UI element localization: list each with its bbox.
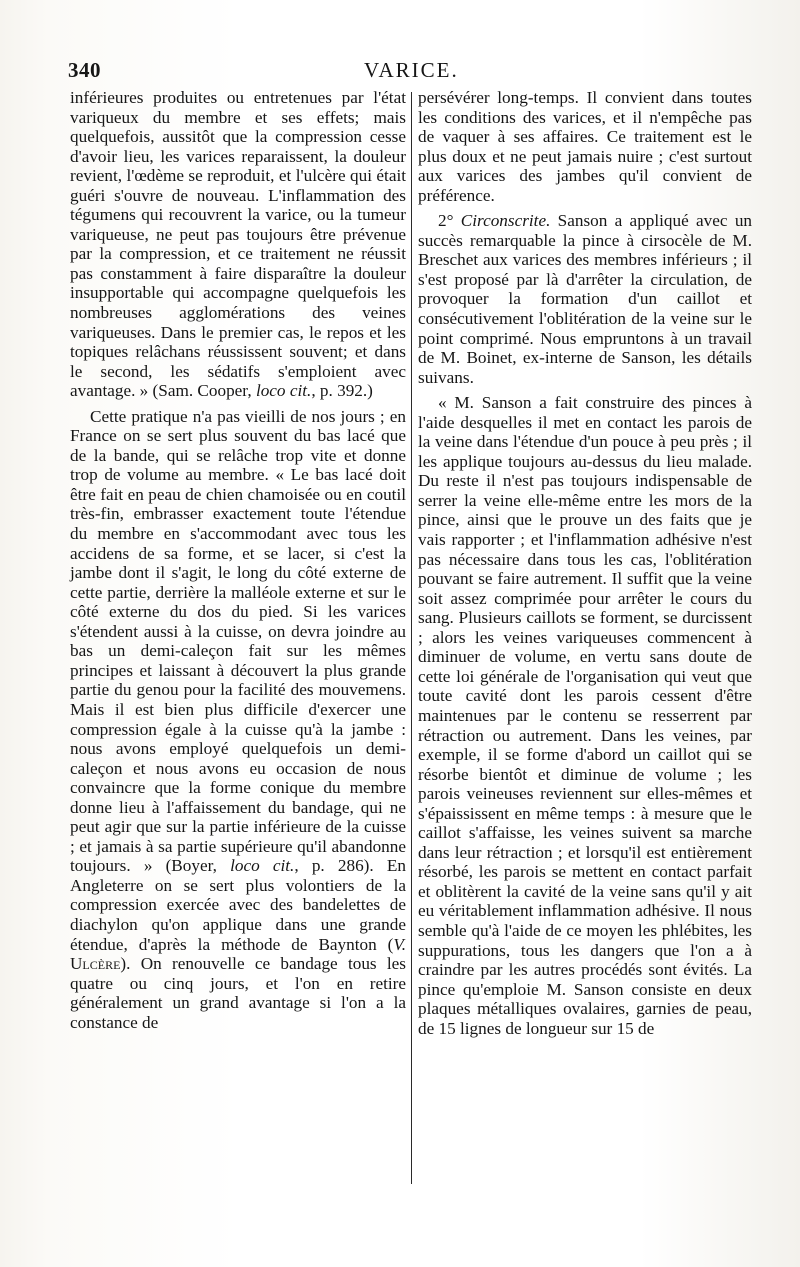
- right-p2-number: 2°: [438, 211, 461, 231]
- left-p2-see-ref: V.: [393, 934, 406, 954]
- left-paragraph-1: [70, 88, 406, 401]
- left-p2-citation: loco cit.: [230, 856, 295, 876]
- left-p2-text: Cette pratique n'a pas vieilli de nos jours ; en France on se sert plus souvent du bas lacé que de la bande, qui se relâche trop vite et donne trop de volume au membre. « Le bas lacé doit être fait en peau de chien chamoisée ou en coutil très-fin, embrasser exactement toute l'étendue du membre en s'accommodant avec tous les accidens de sa forme, et se lacer, si c'est la jambe dont il s'agit, le long du côté externe de cette partie, derrière la malléole externe et sur le côté externe du dos du pied. Si les varices s'étendent aussi à la cuisse, on devra joindre au bas un demi-caleçon fait sur les mêmes principes et laissant à découvert la plus grande partie du genou pour la facilité des mouvemens. Mais il est bien plus difficile d'exercer une compression égale à la cuisse qu'à la jambe : nous avons employé quelquefois un demi-caleçon et nous avons eu occasion de nous convaincre que la forme conique du membre donne lieu à l'affaissement du bandage, qui ne peut agir que sur la partie inférieure de la cuisse ; et jamais à sa partie supérieure qu'il abandonne toujours. » (Boyer,: [70, 406, 406, 876]
- right-p2-text: Sanson a appliqué avec un succès remarquable la pince à cirsocèle de M. Breschet aux varices des membres inférieurs ; il s'est proposé par là d'arrêter la circulation, de provoquer la formation d'un caillot et consécutivement l'oblitération de la veine sur le point comprimé. Nous empruntons à un travail de M. Boinet, ex-interne de Sanson, les détails suivans.: [418, 211, 753, 387]
- left-p1-page-ref: , p. 392.): [311, 381, 373, 401]
- right-paragraph-1: persévérer long-temps. Il convient dans toutes les conditions des varices, et il n'empêche pas de vaquer à ses affaires. Ce traitement est le plus doux et ne peut jamais nuire ; c'est surtout aux varices des jambes qu'il convient de préférence.: [418, 88, 752, 205]
- left-text-column: [70, 88, 406, 1032]
- left-paragraph-2: [70, 407, 406, 1033]
- page-number: 340: [68, 58, 101, 82]
- left-p2-see-word: Ulcère: [70, 954, 121, 974]
- right-paragraph-3: « M. Sanson a fait construire des pinces à l'aide desquelles il met en contact les parois de la veine dans l'étendue d'un pouce à peu près ; il les applique toujours au-dessus du lieu malade. Du reste il n'est pas toujours indispensable de serrer la veine elle-même entre les mors de la pince, ainsi que le prouve un des faits que je vais rapporter ; et l'inflammation adhésive n'est pas nécessaire dans tous les cas, l'oblitération pouvant se faire autrement. Il suffit que la veine soit assez comprimée pour arrêter le cours du sang. Plusieurs caillots se forment, se durcissent ; alors les veines variqueuses commencent à diminuer de volume, en vertu sans doute de cette loi générale de l'organisation qui veut que toute cavité dont les parois cessent d'être maintenues par le contenu se resserrent par rétraction ou autrement. Dans les veines, par exemple, il se forme d'abord un caillot qui se résorbe bientôt et diminue de volume ; les parois veineuses reviennent sur elles-mêmes et s'épaississent en même temps : à mesure que le caillot s'affaisse, les veines suivent sa marche dans leur rétraction ; et lorsqu'il est entièrement résorbé, les parois se mettent en contact parfait et oblitèrent la cavité de la veine sans qu'il y ait eu véritablement inflammation adhésive. Il nous semble qu'à l'aide de ce moyen les phlébites, les suppurations, tous les dangers que l'on a à craindre par les autres procédés sont évités. La pince qu'emploie M. Sanson consiste en deux plaques métalliques ovalaires, garnies de peau, de 15 lignes de longueur sur 15 de: [418, 393, 752, 1038]
- running-head-title: VARICE.: [364, 58, 459, 82]
- page-header: [68, 58, 758, 86]
- column-divider: [411, 92, 412, 1184]
- left-p1-text: inférieures produites ou entretenues par l'état variqueux du membre et ses effets; mais quelquefois, aussitôt que la compression cesse d'avoir lieu, les varices reparaissent, la douleur revient, l'œdème se reproduit, et l'ulcère qui était guéri s'ouvre de nouveau. L'inflammation des tégumens qui recouvrent la varice, ou la tumeur variqueuse, ne peut pas toujours être prévenue par la compression, et ce traitement ne réussit pas constamment à faire disparaître la douleur insupportable qui accompagne quelquefois les nombreuses agglomérations des veines variqueuses. Dans le premier cas, le repos et les topiques relâchans réussissent souvent; et dans le second, les sédatifs s'emploient avec avantage. » (Sam. Cooper,: [70, 88, 406, 401]
- left-p2-text-end: ). On renouvelle ce bandage tous les quatre ou cinq jours, et l'on en retire généralement un grand avantage si l'on a la constance de: [70, 954, 406, 1032]
- left-p2-text-cont: , p. 286). En Angleterre on se sert plus volontiers de la compression exercée avec des bandelettes de diachylon qu'on applique dans une grande étendue, d'après la méthode de Baynton (: [70, 856, 406, 954]
- right-paragraph-2: [418, 211, 752, 387]
- right-text-column: [418, 88, 752, 1038]
- left-p1-citation: loco cit.: [255, 381, 312, 401]
- right-p2-heading: Circonscrite.: [460, 211, 551, 231]
